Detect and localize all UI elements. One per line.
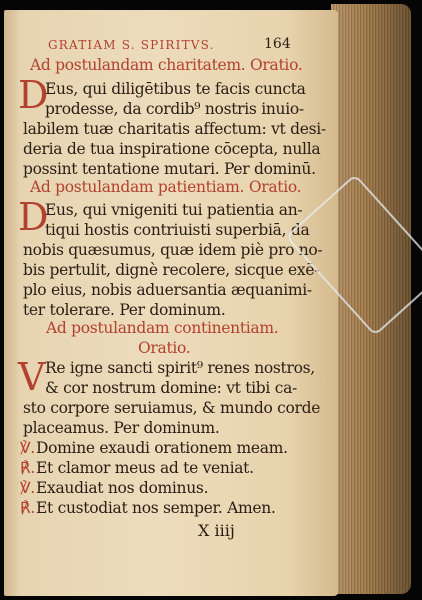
section-title: Ad postulandam continentiam. [46, 319, 279, 337]
versicle-text: Exaudiat nos dominus. [36, 479, 209, 497]
response-text: Et custodiat nos semper. Amen. [36, 499, 276, 517]
text-line: nobis quæsumus, quæ idem piè pro no- [23, 241, 323, 259]
drop-cap: V [18, 355, 46, 399]
text-line: & cor nostrum domine: vt tibi ca- [45, 379, 297, 397]
text-line: Eus, qui diligētibus te facis cuncta [45, 80, 306, 98]
response-mark: ℟. [20, 499, 35, 517]
text-line: possint tentatione mutari. Per dominū. [23, 160, 316, 178]
text-line: prodesse, da cordib⁹ nostris inuio- [45, 100, 304, 118]
running-head: GRATIAM S. SPIRITVS. [48, 38, 215, 52]
versicle-text: Domine exaudi orationem meam. [36, 439, 288, 457]
text-line: deria de tua inspiratione cōcepta, nulla [23, 140, 321, 158]
page-number: 164 [264, 36, 291, 52]
text-line: plo eius, nobis aduersantia æquanimi- [23, 281, 312, 299]
text-line: labilem tuæ charitatis affectum: vt desi- [23, 120, 326, 138]
text-line: bis pertulit, dignè recolere, sicque exē- [23, 261, 320, 279]
section-title: Ad postulandam charitatem. Oratio. [30, 56, 303, 74]
text-line: Re igne sancti spirit⁹ renes nostros, [45, 359, 315, 377]
section-subtitle: Oratio. [138, 339, 191, 357]
text-line: tiqui hostis contriuisti superbiā, da [45, 221, 310, 239]
text-line: placeamus. Per dominum. [23, 419, 220, 437]
text-line: sto corpore seruiamus, & mundo corde [23, 399, 321, 417]
drop-cap: D [18, 73, 49, 117]
response-mark: ℟. [20, 459, 35, 477]
versicle-mark: ℣. [20, 479, 35, 497]
section-title: Ad postulandam patientiam. Oratio. [30, 178, 302, 196]
drop-cap: D [18, 195, 49, 239]
text-line: ter tolerare. Per dominum. [23, 301, 226, 319]
response-text: Et clamor meus ad te veniat. [36, 459, 254, 477]
versicle-mark: ℣. [20, 439, 35, 457]
text-line: Eus, qui vnigeniti tui patientia an- [45, 201, 303, 219]
signature-mark: X iiij [198, 521, 235, 540]
